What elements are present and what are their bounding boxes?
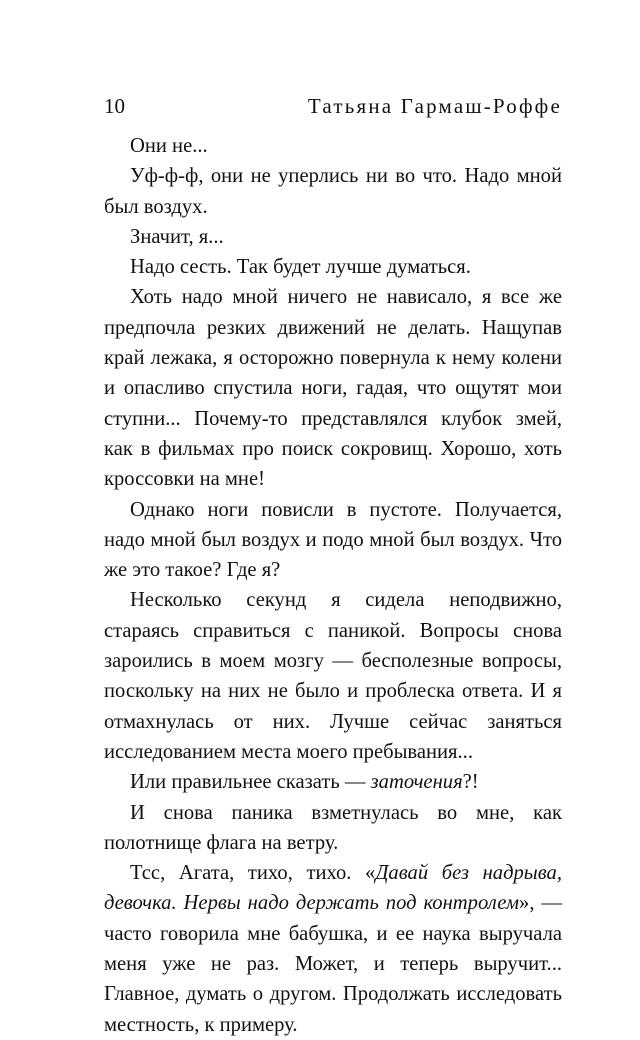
paragraph: Значит, я... [130, 225, 224, 248]
page-number: 10 [104, 94, 125, 118]
paragraph: Они не... [130, 135, 208, 157]
italic-text: Давай без надрыва, девочка. Нервы надо держать под контролем [104, 862, 562, 915]
italic-text: заточения [370, 771, 463, 794]
paragraph: Несколько секунд я сидела неподвижно, стараясь справиться с паникой. Вопросы снова зароились в моем мозгу — бесполезные вопросы, поскольку на них не было и проблеска ответа. И я отмахнулась от них. Лучше сейчас заняться исследованием места моего пребывания... [104, 589, 562, 763]
paragraph: Хоть надо мной ничего не нависало, я все же предпочла резких движений не делать. Нащупав край лежака, я осторожно повернула к нему колени и опасливо спустила ноги, гадая, что ощутят мои ступни... Почему-то представлялся клубок змей, как в фильмах про поиск сокровищ. Хорошо, хоть кроссовки на мне! [104, 286, 562, 491]
paragraph: Надо сесть. Так будет лучше думаться. [130, 256, 471, 279]
paragraph-text: », — часто говорила мне бабушка, и ее наука выручала меня уже не раз. Может, и теперь выручит... Главное, думать о другом. Продолжать исследовать местность, к примеру. [104, 892, 562, 1036]
paragraph: И снова паника взметнулась во мне, как полотнище флага на ветру. [104, 801, 562, 854]
paragraph: Уф-ф-ф, они не уперлись ни во что. Надо мной был воздух. [104, 165, 562, 218]
paragraph: Однако ноги повисли в пустоте. Получается, надо мной был воздух и подо мной был воздух. Что же это такое? Где я? [104, 498, 562, 582]
paragraph-text: Тсс, Агата, тихо, тихо. « [130, 862, 376, 885]
page-header [104, 92, 562, 120]
paragraph-text: ?! [462, 771, 479, 794]
paragraph [104, 858, 562, 1040]
body-text [104, 131, 562, 1040]
running-title: Татьяна Гармаш-Роффе [307, 94, 562, 118]
paragraph-text: Или правильнее сказать — [130, 771, 371, 794]
paragraph [104, 767, 562, 797]
